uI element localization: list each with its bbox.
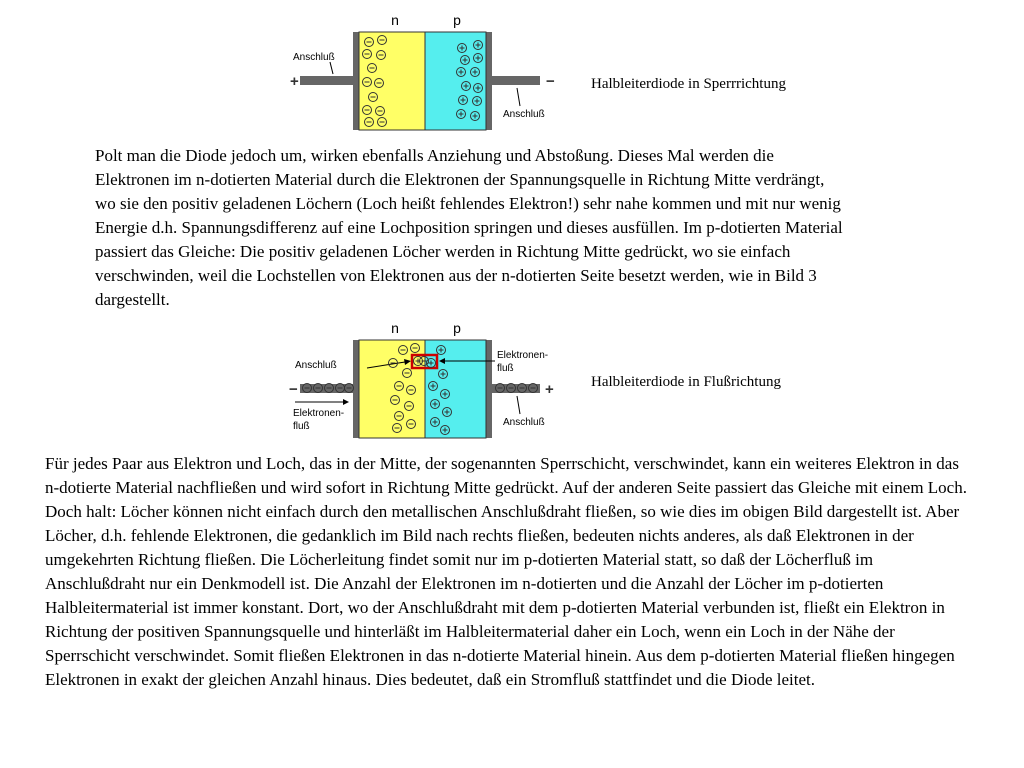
electron-flow-label-right-1: Elektronen- <box>497 350 549 361</box>
anschluss-pointer-right <box>517 88 520 106</box>
left-contact <box>353 340 359 438</box>
paragraph-2: Für jedes Paar aus Elektron und Loch, das in der Mitte, der sogenannten Sperrschicht, verschwindet, kann ein weiteres Elektron in das n-dotierte Material nachfließen und wird sofort in Richtung Mitte gedrückt. Auf der anderen Seite passiert das Gleiche mit einem Loch. Doch halt: Löcher können nicht einfach durch den metallischen Anschlußdraht fließen, so wie dies im obigen Bild dargestellt ist. Aber Löcher, d.h. fehlende Elektronen, die gedanklich im Bild nach rechts fließen, bedeuten nichts anderes, als daß Elektronen in der umgekehrten Richtung fließen. Die Löcherleitung findet somit nur im p-dotierten Material statt, so daß der Löcherfluß im Anschlußdraht nur ein Denkmodell ist. Die Anzahl der Elektronen im n-dotierten und die Anzahl der Löcher im p-dotierten Halbleitermaterial ist immer konstant. Dort, wo der Anschlußdraht mit dem p-dotierten Material verbunden ist, fließt ein Elektron in Richtung der positiven Spannungsquelle und hinterläßt im Halbleitermaterial daher ein Loch, wenn ein Loch in der Nähe der Sperrschicht verschwindet. Somit fließen Elektronen in das n-dotierte Material hinein. Aus dem p-dotierten Material fließen hingegen Elektronen in exakt der gleichen Anzahl hinaus. Dies bedeutet, daß ein Stromfluß stattfindet und die Diode leitet. <box>45 454 967 689</box>
electron-flow-label-left-1: Elektronen- <box>293 408 345 419</box>
left-contact <box>353 32 359 130</box>
anschluss-label-right: Anschluß <box>503 109 545 120</box>
diode-reverse-bias-figure <box>285 10 565 135</box>
right-wire <box>490 76 540 85</box>
figure2-caption: Halbleiterdiode in Flußrichtung <box>591 374 781 390</box>
n-region-label: n <box>391 12 399 28</box>
p-region-label: p <box>453 12 461 28</box>
anschluss-pointer-right <box>517 396 520 414</box>
paragraph-1: Polt man die Diode jedoch um, wirken ebenfalls Anziehung und Abstoßung. Dieses Mal werden die Elektronen im n-dotierten Material durch die Elektronen der Spannungsquelle in Richtung Mitte verdrängt, wo sie den positiv geladenen Löchern (Loch heißt fehlendes Elektron!) sehr nahe kommen und mit nur wenig Energie d.h. Spannungsdifferenz auf eine Lochposition springen und dieses ausfüllen. Im p-dotierten Material passiert das Gleiche: Die positiv geladenen Löcher werden in Richtung Mitte gedrückt, wo sie einfach verschwinden, weil die Lochstellen von Elektronen aus der n-dotierten Seite besetzt werden, wie in Bild 3 dargestellt. <box>95 146 843 309</box>
minus-terminal: − <box>289 381 298 398</box>
electron-flow-label-left-2: fluß <box>293 421 310 432</box>
diode-forward-bias-figure <box>285 318 565 443</box>
right-contact <box>486 32 492 130</box>
left-wire <box>300 76 355 85</box>
electron-flow-arrowhead-left <box>343 399 349 405</box>
plus-terminal: + <box>290 73 299 90</box>
p-region <box>425 32 486 130</box>
plus-terminal: + <box>545 381 554 398</box>
n-region-label: n <box>391 320 399 336</box>
electron-flow-label-right-2: fluß <box>497 363 514 374</box>
anschluss-label-left: Anschluß <box>295 360 337 371</box>
minus-terminal: − <box>546 73 555 90</box>
right-contact <box>486 340 492 438</box>
anschluss-pointer-left <box>330 62 333 74</box>
p-region-label: p <box>453 320 461 336</box>
figure1-caption: Halbleiterdiode in Sperrrichtung <box>591 76 786 92</box>
anschluss-label-left: Anschluß <box>293 52 335 63</box>
anschluss-label-right: Anschluß <box>503 417 545 428</box>
